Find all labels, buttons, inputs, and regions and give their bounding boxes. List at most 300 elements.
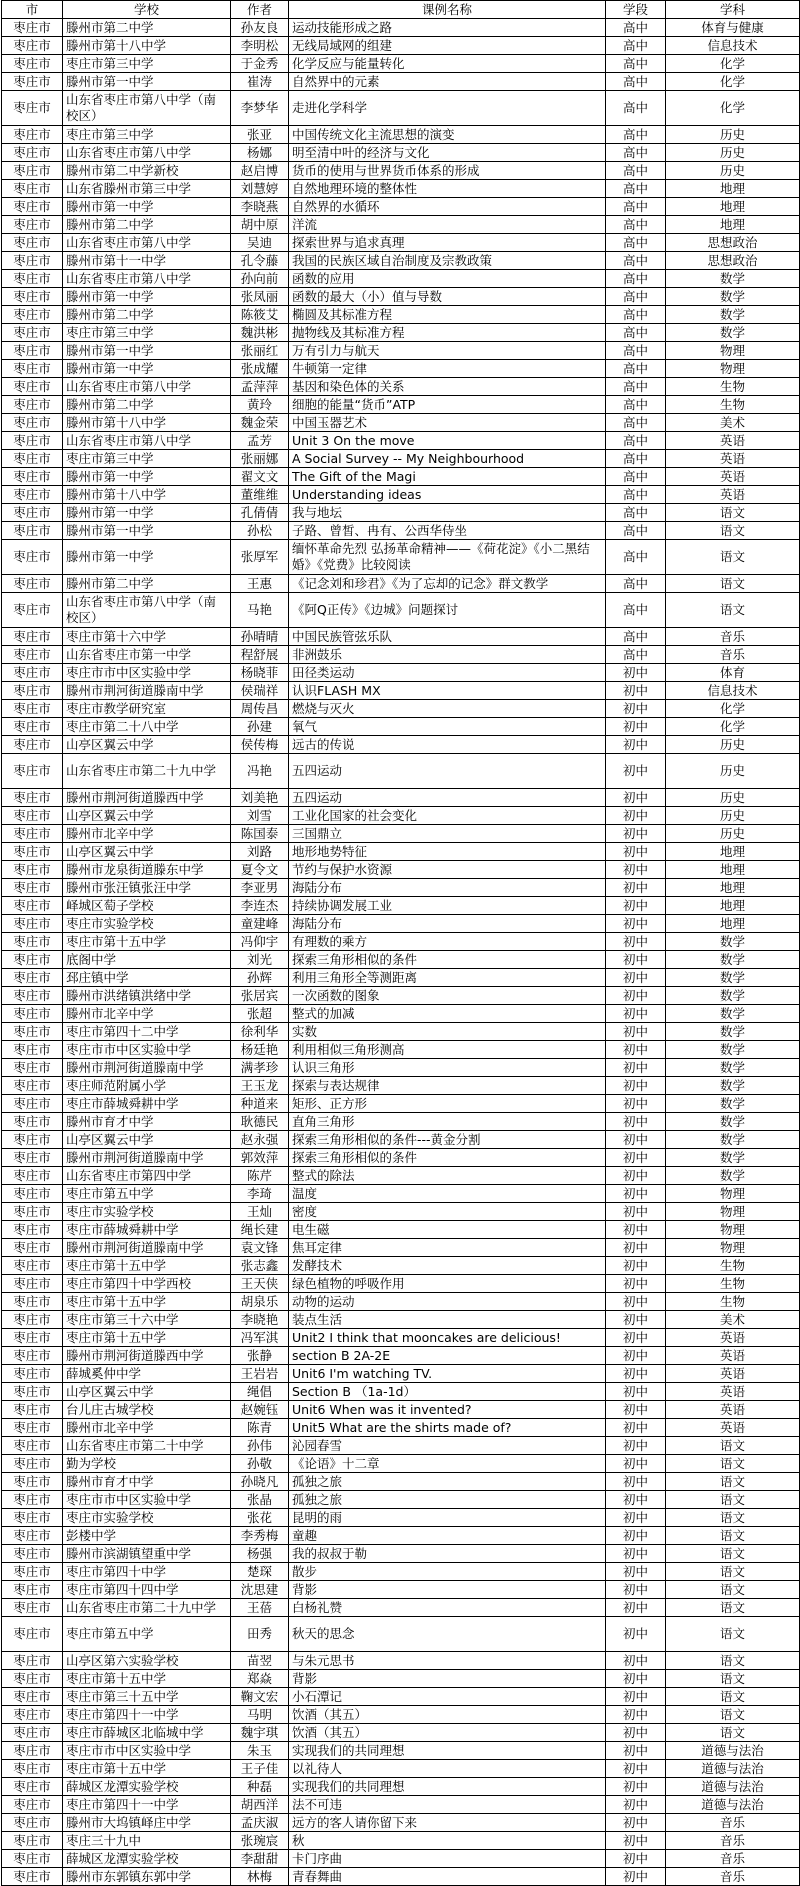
course-title-cell: 走进化学科学 bbox=[289, 91, 606, 126]
subject-cell: 数学 bbox=[666, 324, 800, 342]
subject-cell: 语文 bbox=[666, 1563, 800, 1581]
school-cell: 薛城区龙潭实验学校 bbox=[63, 1850, 231, 1868]
author-cell: 冯军淇 bbox=[231, 1329, 289, 1347]
school-cell: 滕州市第十八中学 bbox=[63, 486, 231, 504]
stage-cell: 初中 bbox=[606, 843, 666, 861]
city-cell: 枣庄市 bbox=[2, 1491, 63, 1509]
city-cell: 枣庄市 bbox=[2, 324, 63, 342]
author-cell: 刘慧婷 bbox=[231, 180, 289, 198]
subject-cell: 语文 bbox=[666, 1688, 800, 1706]
stage-cell: 高中 bbox=[606, 234, 666, 252]
author-cell: 刘雪 bbox=[231, 807, 289, 825]
author-cell: 胡中原 bbox=[231, 216, 289, 234]
stage-cell: 高中 bbox=[606, 144, 666, 162]
school-cell: 山东省枣庄市第八中学 bbox=[63, 234, 231, 252]
course-title-cell: 认识FLASH MX bbox=[289, 682, 606, 700]
author-cell: 楚琛 bbox=[231, 1563, 289, 1581]
header-stage: 学段 bbox=[606, 1, 666, 19]
subject-cell: 化学 bbox=[666, 718, 800, 736]
course-title-cell: 温度 bbox=[289, 1185, 606, 1203]
table-row bbox=[2, 1023, 800, 1041]
city-cell: 枣庄市 bbox=[2, 1383, 63, 1401]
stage-cell: 高中 bbox=[606, 91, 666, 126]
course-title-cell: 地形地势特征 bbox=[289, 843, 606, 861]
city-cell: 枣庄市 bbox=[2, 1293, 63, 1311]
course-title-cell: 探索三角形相似的条件 bbox=[289, 951, 606, 969]
author-cell: 孙友良 bbox=[231, 19, 289, 37]
city-cell: 枣庄市 bbox=[2, 1185, 63, 1203]
table-row bbox=[2, 1670, 800, 1688]
author-cell: 李连杰 bbox=[231, 897, 289, 915]
city-cell: 枣庄市 bbox=[2, 1652, 63, 1670]
school-cell: 枣庄市第十五中学 bbox=[63, 933, 231, 951]
table-row bbox=[2, 1742, 800, 1760]
table-row bbox=[2, 1149, 800, 1167]
stage-cell: 高中 bbox=[606, 126, 666, 144]
school-cell: 枣庄市市中区实验中学 bbox=[63, 1491, 231, 1509]
subject-cell: 音乐 bbox=[666, 628, 800, 646]
course-title-cell: 有理数的乘方 bbox=[289, 933, 606, 951]
author-cell: 沈思建 bbox=[231, 1581, 289, 1599]
table-row bbox=[2, 789, 800, 807]
course-title-cell: 非洲鼓乐 bbox=[289, 646, 606, 664]
school-cell: 枣庄市第五中学 bbox=[63, 1185, 231, 1203]
school-cell: 枣庄市第三中学 bbox=[63, 324, 231, 342]
stage-cell: 初中 bbox=[606, 1311, 666, 1329]
city-cell: 枣庄市 bbox=[2, 216, 63, 234]
stage-cell: 初中 bbox=[606, 700, 666, 718]
course-title-cell: 探索世界与追求真理 bbox=[289, 234, 606, 252]
course-title-cell: 探索三角形相似的条件---黄金分割 bbox=[289, 1131, 606, 1149]
stage-cell: 初中 bbox=[606, 1760, 666, 1778]
author-cell: 满孝珍 bbox=[231, 1059, 289, 1077]
stage-cell: 高中 bbox=[606, 37, 666, 55]
table-row bbox=[2, 1275, 800, 1293]
author-cell: 王玉龙 bbox=[231, 1077, 289, 1095]
subject-cell: 体育 bbox=[666, 664, 800, 682]
table-row bbox=[2, 1005, 800, 1023]
table-row bbox=[2, 897, 800, 915]
stage-cell: 高中 bbox=[606, 414, 666, 432]
subject-cell: 语文 bbox=[666, 1437, 800, 1455]
stage-cell: 初中 bbox=[606, 1670, 666, 1688]
school-cell: 山亭区翼云中学 bbox=[63, 736, 231, 754]
stage-cell: 高中 bbox=[606, 19, 666, 37]
subject-cell: 历史 bbox=[666, 126, 800, 144]
stage-cell: 初中 bbox=[606, 1005, 666, 1023]
stage-cell: 初中 bbox=[606, 1742, 666, 1760]
school-cell: 枣庄市薛城舜耕中学 bbox=[63, 1221, 231, 1239]
table-row bbox=[2, 324, 800, 342]
city-cell: 枣庄市 bbox=[2, 1437, 63, 1455]
city-cell: 枣庄市 bbox=[2, 414, 63, 432]
author-cell: 苗翌 bbox=[231, 1652, 289, 1670]
school-cell: 滕州市荆河街道滕南中学 bbox=[63, 1149, 231, 1167]
school-cell: 山东省枣庄市第四中学 bbox=[63, 1167, 231, 1185]
stage-cell: 初中 bbox=[606, 861, 666, 879]
stage-cell: 高中 bbox=[606, 216, 666, 234]
stage-cell: 高中 bbox=[606, 342, 666, 360]
course-title-cell: 散步 bbox=[289, 1563, 606, 1581]
school-cell: 山东省枣庄市第八中学 bbox=[63, 144, 231, 162]
stage-cell: 初中 bbox=[606, 1419, 666, 1437]
stage-cell: 初中 bbox=[606, 825, 666, 843]
school-cell: 滕州市第二中学 bbox=[63, 216, 231, 234]
author-cell: 绳倡 bbox=[231, 1383, 289, 1401]
course-title-cell: 五四运动 bbox=[289, 789, 606, 807]
author-cell: 魏洪彬 bbox=[231, 324, 289, 342]
school-cell: 山亭区翼云中学 bbox=[63, 1131, 231, 1149]
school-cell: 薛城奚仲中学 bbox=[63, 1365, 231, 1383]
author-cell: 孟芳 bbox=[231, 432, 289, 450]
author-cell: 胡泉乐 bbox=[231, 1293, 289, 1311]
table-row bbox=[2, 1455, 800, 1473]
header-author: 作者 bbox=[231, 1, 289, 19]
city-cell: 枣庄市 bbox=[2, 504, 63, 522]
table-row bbox=[2, 1581, 800, 1599]
stage-cell: 初中 bbox=[606, 1293, 666, 1311]
course-title-cell: 探索三角形相似的条件 bbox=[289, 1149, 606, 1167]
course-title-cell: Unit 3 On the move bbox=[289, 432, 606, 450]
subject-cell: 数学 bbox=[666, 1041, 800, 1059]
author-cell: 李秀梅 bbox=[231, 1527, 289, 1545]
stage-cell: 初中 bbox=[606, 1203, 666, 1221]
subject-cell: 语文 bbox=[666, 1670, 800, 1688]
city-cell: 枣庄市 bbox=[2, 270, 63, 288]
table-row bbox=[2, 646, 800, 664]
stage-cell: 初中 bbox=[606, 879, 666, 897]
course-title-cell: 一次函数的图象 bbox=[289, 987, 606, 1005]
school-cell: 滕州市第一中学 bbox=[63, 73, 231, 91]
city-cell: 枣庄市 bbox=[2, 861, 63, 879]
stage-cell: 高中 bbox=[606, 198, 666, 216]
course-title-cell: 认识三角形 bbox=[289, 1059, 606, 1077]
table-row bbox=[2, 664, 800, 682]
author-cell: 李梦华 bbox=[231, 91, 289, 126]
author-cell: 朱玉 bbox=[231, 1742, 289, 1760]
city-cell: 枣庄市 bbox=[2, 1688, 63, 1706]
author-cell: 陈筱艾 bbox=[231, 306, 289, 324]
city-cell: 枣庄市 bbox=[2, 1203, 63, 1221]
course-title-cell: 子路、曾皙、冉有、公西华侍坐 bbox=[289, 522, 606, 540]
course-title-cell: 无线局域网的组建 bbox=[289, 37, 606, 55]
author-cell: 林梅 bbox=[231, 1868, 289, 1886]
subject-cell: 数学 bbox=[666, 1113, 800, 1131]
author-cell: 孔令藤 bbox=[231, 252, 289, 270]
author-cell: 冯艳 bbox=[231, 754, 289, 789]
city-cell: 枣庄市 bbox=[2, 37, 63, 55]
school-cell: 滕州市第二中学新校 bbox=[63, 162, 231, 180]
school-cell: 滕州市北辛中学 bbox=[63, 1419, 231, 1437]
subject-cell: 化学 bbox=[666, 700, 800, 718]
city-cell: 枣庄市 bbox=[2, 1742, 63, 1760]
subject-cell: 英语 bbox=[666, 1347, 800, 1365]
subject-cell: 物理 bbox=[666, 1203, 800, 1221]
subject-cell: 美术 bbox=[666, 414, 800, 432]
table-row bbox=[2, 700, 800, 718]
city-cell: 枣庄市 bbox=[2, 1670, 63, 1688]
city-cell: 枣庄市 bbox=[2, 522, 63, 540]
city-cell: 枣庄市 bbox=[2, 1005, 63, 1023]
subject-cell: 数学 bbox=[666, 951, 800, 969]
subject-cell: 数学 bbox=[666, 1077, 800, 1095]
table-row bbox=[2, 126, 800, 144]
city-cell: 枣庄市 bbox=[2, 736, 63, 754]
school-cell: 滕州市东郭镇东郭中学 bbox=[63, 1868, 231, 1886]
table-row bbox=[2, 593, 800, 628]
stage-cell: 高中 bbox=[606, 540, 666, 575]
course-title-cell: 发酵技术 bbox=[289, 1257, 606, 1275]
table-row bbox=[2, 1167, 800, 1185]
table-row bbox=[2, 306, 800, 324]
author-cell: 童建峰 bbox=[231, 915, 289, 933]
stage-cell: 高中 bbox=[606, 306, 666, 324]
city-cell: 枣庄市 bbox=[2, 144, 63, 162]
school-cell: 滕州市荆河街道滕西中学 bbox=[63, 1347, 231, 1365]
school-cell: 山东省枣庄市第八中学 bbox=[63, 432, 231, 450]
city-cell: 枣庄市 bbox=[2, 1778, 63, 1796]
stage-cell: 初中 bbox=[606, 1365, 666, 1383]
city-cell: 枣庄市 bbox=[2, 825, 63, 843]
course-title-cell: 白杨礼赞 bbox=[289, 1599, 606, 1617]
stage-cell: 初中 bbox=[606, 969, 666, 987]
author-cell: 李甜甜 bbox=[231, 1850, 289, 1868]
city-cell: 枣庄市 bbox=[2, 1401, 63, 1419]
stage-cell: 高中 bbox=[606, 486, 666, 504]
stage-cell: 初中 bbox=[606, 682, 666, 700]
course-title-cell: 海陆分布 bbox=[289, 879, 606, 897]
author-cell: 种磊 bbox=[231, 1778, 289, 1796]
school-cell: 枣庄市实验学校 bbox=[63, 915, 231, 933]
stage-cell: 初中 bbox=[606, 1455, 666, 1473]
stage-cell: 初中 bbox=[606, 1706, 666, 1724]
city-cell: 枣庄市 bbox=[2, 1724, 63, 1742]
table-row bbox=[2, 969, 800, 987]
stage-cell: 高中 bbox=[606, 360, 666, 378]
subject-cell: 思想政治 bbox=[666, 234, 800, 252]
table-row bbox=[2, 1599, 800, 1617]
course-title-cell: 实现我们的共同理想 bbox=[289, 1742, 606, 1760]
table-row bbox=[2, 1185, 800, 1203]
author-cell: 张琬宸 bbox=[231, 1832, 289, 1850]
stage-cell: 高中 bbox=[606, 522, 666, 540]
stage-cell: 高中 bbox=[606, 180, 666, 198]
author-cell: 侯瑞祥 bbox=[231, 682, 289, 700]
subject-cell: 化学 bbox=[666, 91, 800, 126]
subject-cell: 道德与法治 bbox=[666, 1760, 800, 1778]
course-title-cell: 五四运动 bbox=[289, 754, 606, 789]
table-row bbox=[2, 504, 800, 522]
subject-cell: 历史 bbox=[666, 736, 800, 754]
stage-cell: 初中 bbox=[606, 1599, 666, 1617]
school-cell: 滕州市洪绪镇洪绪中学 bbox=[63, 987, 231, 1005]
school-cell: 邳庄镇中学 bbox=[63, 969, 231, 987]
stage-cell: 初中 bbox=[606, 1617, 666, 1652]
subject-cell: 生物 bbox=[666, 1293, 800, 1311]
subject-cell: 数学 bbox=[666, 933, 800, 951]
course-title-cell: 《记念刘和珍君》《为了忘却的记念》群文教学 bbox=[289, 575, 606, 593]
school-cell: 滕州市第一中学 bbox=[63, 342, 231, 360]
author-cell: 程舒展 bbox=[231, 646, 289, 664]
school-cell: 滕州市第一中学 bbox=[63, 360, 231, 378]
stage-cell: 初中 bbox=[606, 1545, 666, 1563]
stage-cell: 初中 bbox=[606, 1778, 666, 1796]
city-cell: 枣庄市 bbox=[2, 1850, 63, 1868]
course-title-cell: 氧气 bbox=[289, 718, 606, 736]
school-cell: 薛城区龙潭实验学校 bbox=[63, 1778, 231, 1796]
course-title-cell: 远古的传说 bbox=[289, 736, 606, 754]
school-cell: 枣庄市第四十二中学 bbox=[63, 1023, 231, 1041]
table-row bbox=[2, 1563, 800, 1581]
subject-cell: 数学 bbox=[666, 288, 800, 306]
author-cell: 崔涛 bbox=[231, 73, 289, 91]
course-title-cell: 自然界中的元素 bbox=[289, 73, 606, 91]
subject-cell: 物理 bbox=[666, 1185, 800, 1203]
school-cell: 滕州市第一中学 bbox=[63, 522, 231, 540]
city-cell: 枣庄市 bbox=[2, 1760, 63, 1778]
author-cell: 张志鑫 bbox=[231, 1257, 289, 1275]
table-row bbox=[2, 861, 800, 879]
table-row bbox=[2, 754, 800, 789]
stage-cell: 高中 bbox=[606, 396, 666, 414]
subject-cell: 体育与健康 bbox=[666, 19, 800, 37]
table-row bbox=[2, 1652, 800, 1670]
course-title-cell: 探索与表达规律 bbox=[289, 1077, 606, 1095]
table-row bbox=[2, 1365, 800, 1383]
stage-cell: 初中 bbox=[606, 789, 666, 807]
city-cell: 枣庄市 bbox=[2, 1041, 63, 1059]
author-cell: 李亚男 bbox=[231, 879, 289, 897]
stage-cell: 高中 bbox=[606, 73, 666, 91]
table-row bbox=[2, 1706, 800, 1724]
city-cell: 枣庄市 bbox=[2, 55, 63, 73]
course-title-cell: 海陆分布 bbox=[289, 915, 606, 933]
author-cell: 孙辉 bbox=[231, 969, 289, 987]
subject-cell: 地理 bbox=[666, 216, 800, 234]
course-title-cell: section B 2A-2E bbox=[289, 1347, 606, 1365]
course-title-cell: 工业化国家的社会变化 bbox=[289, 807, 606, 825]
school-cell: 滕州市北辛中学 bbox=[63, 1005, 231, 1023]
stage-cell: 初中 bbox=[606, 1041, 666, 1059]
subject-cell: 道德与法治 bbox=[666, 1778, 800, 1796]
school-cell: 山亭区翼云中学 bbox=[63, 1383, 231, 1401]
subject-cell: 音乐 bbox=[666, 1832, 800, 1850]
stage-cell: 初中 bbox=[606, 1167, 666, 1185]
author-cell: 张晶 bbox=[231, 1491, 289, 1509]
course-title-cell: Section B （1a-1d） bbox=[289, 1383, 606, 1401]
city-cell: 枣庄市 bbox=[2, 1059, 63, 1077]
city-cell: 枣庄市 bbox=[2, 450, 63, 468]
author-cell: 鞠文宏 bbox=[231, 1688, 289, 1706]
city-cell: 枣庄市 bbox=[2, 664, 63, 682]
school-cell: 山亭区第六实验学校 bbox=[63, 1652, 231, 1670]
course-title-cell: 饮酒（其五） bbox=[289, 1724, 606, 1742]
author-cell: 王蓓 bbox=[231, 1599, 289, 1617]
author-cell: 刘路 bbox=[231, 843, 289, 861]
city-cell: 枣庄市 bbox=[2, 1023, 63, 1041]
course-title-cell: 节约与保护水资源 bbox=[289, 861, 606, 879]
school-cell: 枣庄市第三中学 bbox=[63, 126, 231, 144]
city-cell: 枣庄市 bbox=[2, 628, 63, 646]
author-cell: 孙晴晴 bbox=[231, 628, 289, 646]
city-cell: 枣庄市 bbox=[2, 1329, 63, 1347]
stage-cell: 高中 bbox=[606, 646, 666, 664]
city-cell: 枣庄市 bbox=[2, 718, 63, 736]
subject-cell: 道德与法治 bbox=[666, 1742, 800, 1760]
course-title-cell: 实现我们的共同理想 bbox=[289, 1778, 606, 1796]
school-cell: 山东省枣庄市第一中学 bbox=[63, 646, 231, 664]
school-cell: 枣庄师范附属小学 bbox=[63, 1077, 231, 1095]
table-row bbox=[2, 1203, 800, 1221]
city-cell: 枣庄市 bbox=[2, 915, 63, 933]
table-row bbox=[2, 1257, 800, 1275]
school-cell: 山东省枣庄市第二十九中学 bbox=[63, 1599, 231, 1617]
school-cell: 枣庄市第三十六中学 bbox=[63, 1311, 231, 1329]
course-title-cell: Unit2 I think that mooncakes are delicious! bbox=[289, 1329, 606, 1347]
course-title-cell: 背影 bbox=[289, 1581, 606, 1599]
city-cell: 枣庄市 bbox=[2, 1814, 63, 1832]
table-row bbox=[2, 1383, 800, 1401]
subject-cell: 物理 bbox=[666, 1221, 800, 1239]
course-title-cell: 卡门序曲 bbox=[289, 1850, 606, 1868]
stage-cell: 初中 bbox=[606, 933, 666, 951]
course-title-cell: 抛物线及其标准方程 bbox=[289, 324, 606, 342]
city-cell: 枣庄市 bbox=[2, 19, 63, 37]
course-title-cell: 中国民族管弦乐队 bbox=[289, 628, 606, 646]
table-row bbox=[2, 1293, 800, 1311]
author-cell: 王惠 bbox=[231, 575, 289, 593]
subject-cell: 语文 bbox=[666, 1491, 800, 1509]
city-cell: 枣庄市 bbox=[2, 789, 63, 807]
stage-cell: 初中 bbox=[606, 1832, 666, 1850]
city-cell: 枣庄市 bbox=[2, 593, 63, 628]
school-cell: 滕州市荆河街道滕西中学 bbox=[63, 789, 231, 807]
stage-cell: 初中 bbox=[606, 1095, 666, 1113]
course-title-cell: 明至清中叶的经济与文化 bbox=[289, 144, 606, 162]
table-row bbox=[2, 1760, 800, 1778]
subject-cell: 音乐 bbox=[666, 1850, 800, 1868]
author-cell: 张厚军 bbox=[231, 540, 289, 575]
school-cell: 底阁中学 bbox=[63, 951, 231, 969]
subject-cell: 生物 bbox=[666, 1257, 800, 1275]
table-row bbox=[2, 1437, 800, 1455]
school-cell: 滕州市第二中学 bbox=[63, 306, 231, 324]
school-cell: 滕州市第一中学 bbox=[63, 504, 231, 522]
city-cell: 枣庄市 bbox=[2, 468, 63, 486]
table-row bbox=[2, 1239, 800, 1257]
author-cell: 孟萍萍 bbox=[231, 378, 289, 396]
school-cell: 勤为学校 bbox=[63, 1455, 231, 1473]
subject-cell: 语文 bbox=[666, 522, 800, 540]
table-row bbox=[2, 1850, 800, 1868]
header-row bbox=[2, 1, 800, 19]
table-row bbox=[2, 1347, 800, 1365]
table-row bbox=[2, 1095, 800, 1113]
course-title-cell: 我的叔叔于勒 bbox=[289, 1545, 606, 1563]
school-cell: 山东省枣庄市第二十中学 bbox=[63, 1437, 231, 1455]
school-cell: 滕州市第一中学 bbox=[63, 540, 231, 575]
subject-cell: 地理 bbox=[666, 198, 800, 216]
author-cell: 田秀 bbox=[231, 1617, 289, 1652]
city-cell: 枣庄市 bbox=[2, 1706, 63, 1724]
course-title-cell: Unit6 I'm watching TV. bbox=[289, 1365, 606, 1383]
school-cell: 枣庄市第四十中学 bbox=[63, 1563, 231, 1581]
course-title-cell: 《阿Q正传》《边城》问题探讨 bbox=[289, 593, 606, 628]
school-cell: 彭楼中学 bbox=[63, 1527, 231, 1545]
author-cell: 张居宾 bbox=[231, 987, 289, 1005]
subject-cell: 历史 bbox=[666, 162, 800, 180]
author-cell: 赵婉钰 bbox=[231, 1401, 289, 1419]
